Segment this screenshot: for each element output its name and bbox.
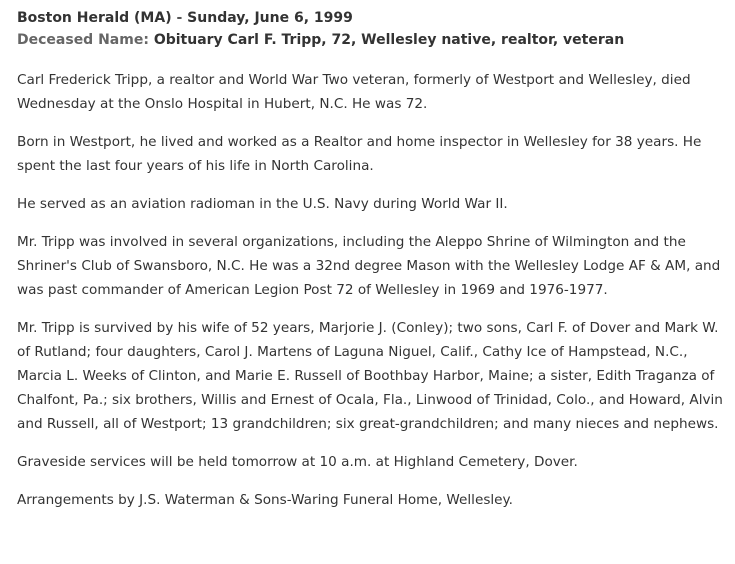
- paragraph: Mr. Tripp is survived by his wife of 52 years, Marjorie J. (Conley); two sons, Carl F. of Dover and Mark W. of Rutland; four daughters, Carol J. Martens of Laguna Niguel, Calif., Cathy Ice of Hampstead, N.C., Marcia L. Weeks of Clinton, and Marie E. Russell of Boothbay Harbor, Maine; a sister, Edith Traganza of Chalfont, Pa.; six brothers, Willis and Ernest of Ocala, Fla., Linwood of Trinidad, Colo., and Howard, Alvin and Russell, all of Westport; 13 grandchildren; six great-grandchildren; and many nieces and nephews.: [17, 320, 723, 432]
- publication-line: [17, 7, 729, 29]
- deceased-name-line: [17, 29, 729, 51]
- publication-date: Sunday, June 6, 1999: [187, 10, 353, 26]
- obituary-page: [17, 7, 729, 526]
- paragraph: He served as an aviation radioman in the U.S. Navy during World War II.: [17, 196, 508, 212]
- deceased-name-value: Obituary Carl F. Tripp, 72, Wellesley native, realtor, veteran: [153, 32, 625, 48]
- publication-separator: -: [171, 10, 188, 26]
- paragraph: Graveside services will be held tomorrow at 10 a.m. at Highland Cemetery, Dover.: [17, 454, 578, 470]
- publication-source: Boston Herald (MA): [17, 10, 172, 26]
- paragraph: Arrangements by J.S. Waterman & Sons-Waring Funeral Home, Wellesley.: [17, 492, 513, 508]
- obituary-body: [17, 68, 729, 512]
- deceased-name-label: Deceased Name:: [17, 32, 149, 48]
- paragraph: Born in Westport, he lived and worked as a Realtor and home inspector in Wellesley for 38 years. He spent the last four years of his life in North Carolina.: [17, 134, 702, 174]
- paragraph: Mr. Tripp was involved in several organizations, including the Aleppo Shrine of Wilmington and the Shriner's Club of Swansboro, N.C. He was a 32nd degree Mason with the Wellesley Lodge AF & AM, and was past commander of American Legion Post 72 of Wellesley in 1969 and 1976-1977.: [17, 234, 721, 298]
- paragraph: Carl Frederick Tripp, a realtor and World War Two veteran, formerly of Westport and Wellesley, died Wednesday at the Onslo Hospital in Hubert, N.C. He was 72.: [17, 72, 691, 112]
